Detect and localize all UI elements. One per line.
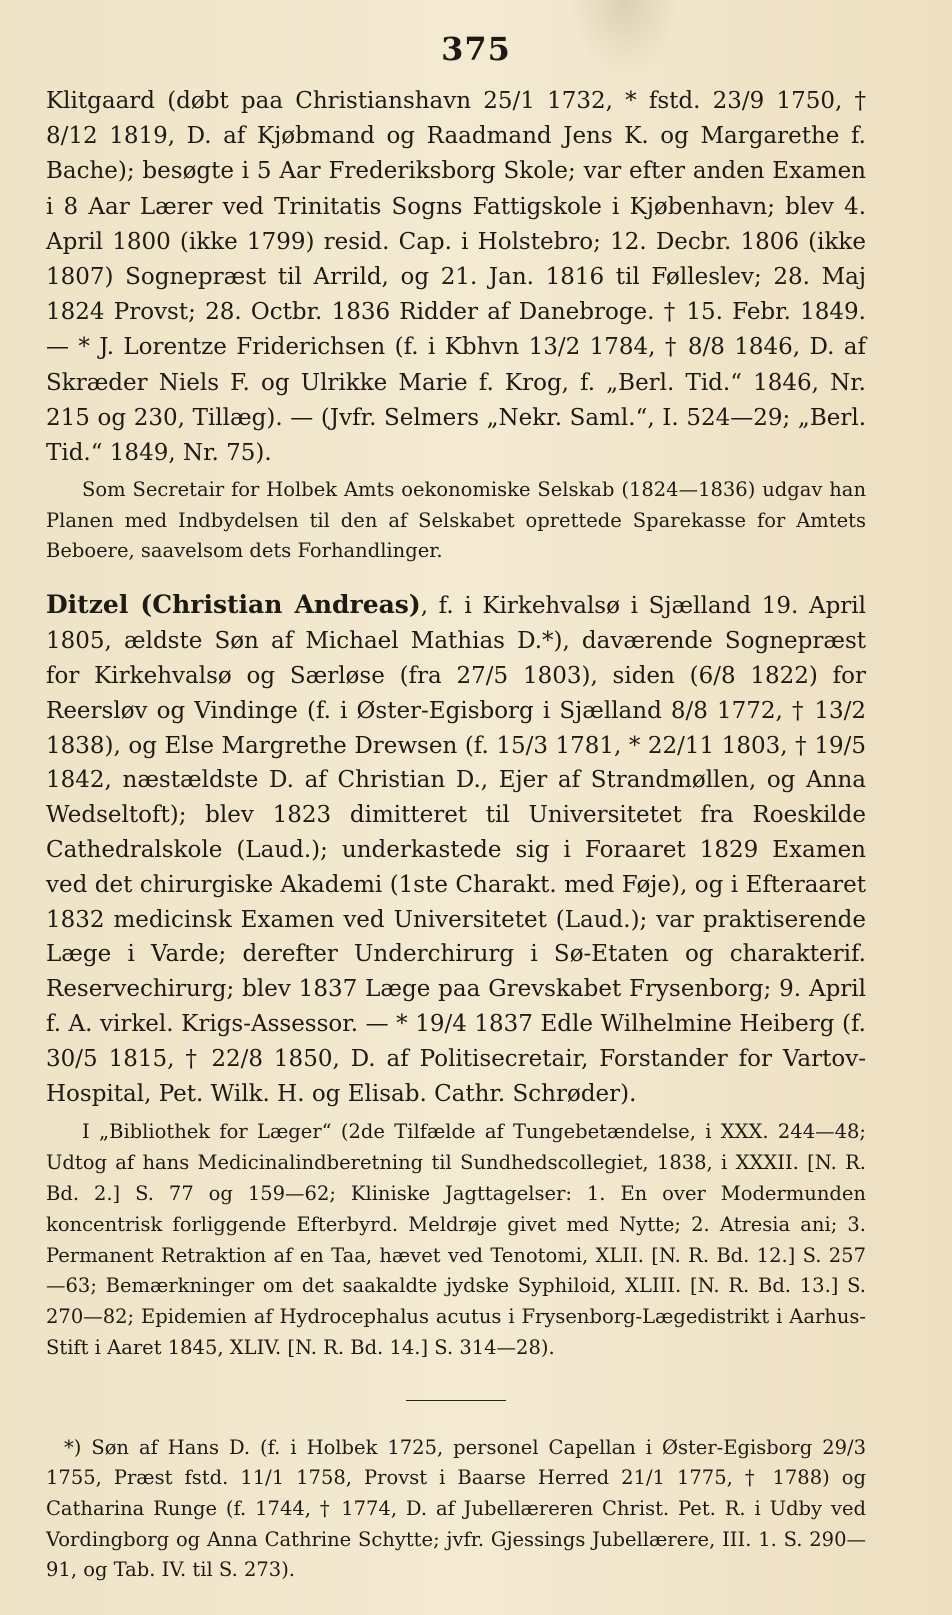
entry-klitgaard (46, 84, 866, 471)
entry-headword: Klitgaard (46, 88, 156, 114)
footnote: *) Søn af Hans D. (f. i Holbek 1725, personel Capellan i Øster-Egisborg 29/3 1755, Præst fstd. 11/1 1758, Provst i Baarse Herred 21/1 1775, † 1788) og Catharina Runge (f. 1744, † 1774, D. af Jubellæreren Christ. Pet. R. i Udby ved Vordingborg og Anna Cathrine Schytte; jvfr. Gjessings Jubellærere, III. 1. S. 290—91, og Tab. IV. til S. 273). (46, 1435, 866, 1582)
footnote-divider (406, 1400, 506, 1401)
entry-ditzel (46, 588, 866, 1111)
entry-note: Som Secretair for Holbek Amts oekonomiske Selskab (1824—1836) udgav han Planen med Indbydelsen til den af Selskabet oprettede Sparekasse for Amtets Beboere, saavelsom dets Forhandlinger. (46, 478, 866, 563)
entry-text: , f. i Kirkehvalsø i Sjælland 19. April 1805, ældste Søn af Michael Mathias D.*), daværende Sognepræst for Kirkehvalsø og Særløse (fra 27/5 1803), siden (6/8 1822) for Reersløv og Vindinge (f. i Øster-Egisborg i Sjælland 8/8 1772, † 13/2 1838), og Else Margrethe Drewsen (f. 15/3 1781, * 22/11 1803, † 19/5 1842, næstældste D. af Christian D., Ejer af Strandmøllen, og Anna Wedseltoft); blev 1823 dimitteret til Universitetet fra Roeskilde Cathedralskole (Laud.); underkastede sig i Foraaret 1829 Examen ved det chirurgiske Akademi (1ste Charakt. med Føje), og i Efteraaret 1832 medicinsk Examen ved Universitetet (Laud.); var praktiserende Læge i Varde; derefter Underchirurg i Sø-Etaten og charakterif. Reservechirurg; blev 1837 Læge paa Grevskabet Frysenborg; 9. April f. A. virkel. Krigs-Assessor. — * 19/4 1837 Edle Wilhelmine Heiberg (f. 30/5 1815, † 22/8 1850, D. af Politisecretair, Forstander for Vartov-Hospital, Pet. Wilk. H. og Elisab. Cathr. Schrøder). (46, 593, 866, 1107)
entry-text: (døbt paa Christianshavn 25/1 1732, * fstd. 23/9 1750, † 8/12 1819, D. af Kjøbmand og Raadmand Jens K. og Margarethe f. Bache); besøgte i 5 Aar Frederiksborg Skole; var efter anden Examen i 8 Aar Lærer ved Trinitatis Sogns Fattigskole i Kjøbenhavn; blev 4. April 1800 (ikke 1799) resid. Cap. i Holstebro; 12. Decbr. 1806 (ikke 1807) Sognepræst til Arrild, og 21. Jan. 1816 til Følleslev; 28. Maj 1824 Provst; 28. Octbr. 1836 Ridder af Danebroge. † 15. Febr. 1849. — * J. Lorentze Friderichsen (f. i Kbhvn 13/2 1784, † 8/8 1846, D. af Skræder Niels F. og Ulrikke Marie f. Krog, f. „Berl. Tid.“ 1846, Nr. 215 og 230, Tillæg). — (Jvfr. Selmers „Nekr. Saml.“, I. 524—29; „Berl. Tid.“ 1849, Nr. 75). (46, 88, 866, 467)
page-body (46, 84, 866, 1586)
entry-headword: Ditzel (Christian Andreas) (46, 590, 421, 620)
page-number: 375 (441, 30, 511, 68)
entry-bibliography: I „Bibliothek for Læger“ (2de Tilfælde af Tungebetændelse, i XXX. 244—48; Udtog af hans Medicinalindberetning til Sundhedscollegiet, 1838, i XXXII. [N. R. Bd. 2.] S. 77 og 159—62; Kliniske Jagttagelser: 1. En over Modermunden koncentrisk forliggende Efterbyrd. Meldrøje givet med Nytte; 2. Atresia ani; 3. Permanent Retraktion af en Taa, hævet ved Tenotomi, XLII. [N. R. Bd. 12.] S. 257—63; Bemærkninger om det saakaldte jydske Syphiloid, XLIII. [N. R. Bd. 13.] S. 270—82; Epidemien af Hydrocephalus acutus i Frysenborg-Lægedistrikt i Aarhus-Stift i Aaret 1845, XLIV. [N. R. Bd. 14.] S. 314—28). (46, 1120, 866, 1359)
